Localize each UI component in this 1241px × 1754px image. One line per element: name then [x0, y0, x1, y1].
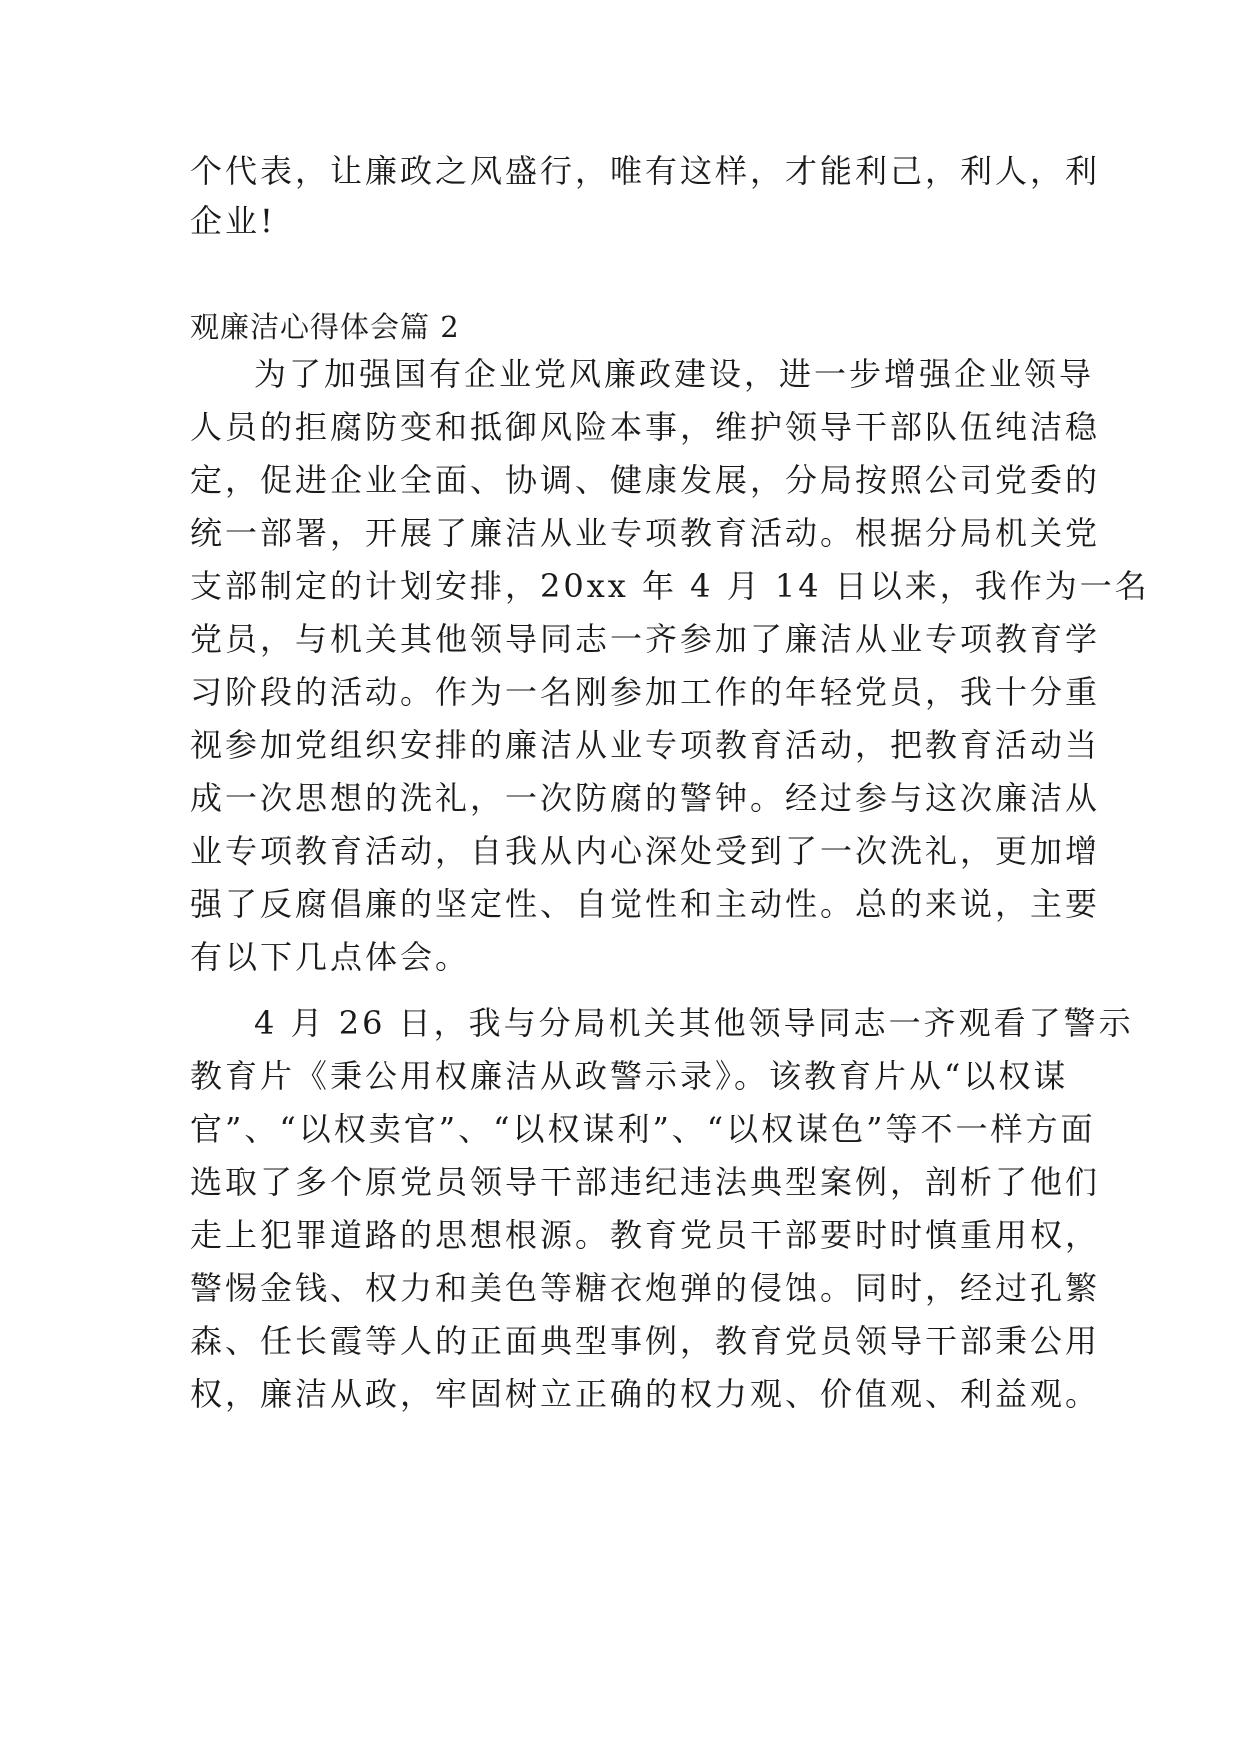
paragraph-line: 视参加党组织安排的廉洁从业专项教育活动，把教育活动当: [190, 726, 1101, 764]
paragraph-line: 选取了多个原党员领导干部违纪违法典型案例，剖析了他们: [190, 1163, 1101, 1201]
section-heading: 观廉洁心得体会篇 2: [190, 310, 460, 344]
paragraph-line: 强了反腐倡廉的坚定性、自觉性和主动性。总的来说，主要: [190, 885, 1101, 923]
paragraph-line: 为了加强国有企业党风廉政建设，进一步增强企业领导: [254, 355, 1095, 393]
paragraph-line: 4 月 26 日，我与分局机关其他领导同志一齐观看了警示: [254, 1004, 1134, 1042]
paragraph-line: 习阶段的活动。作为一名刚参加工作的年轻党员，我十分重: [190, 673, 1101, 711]
paragraph-line: 人员的拒腐防变和抵御风险本事，维护领导干部队伍纯洁稳: [190, 408, 1101, 446]
paragraph-line: 统一部署，开展了廉洁从业专项教育活动。根据分局机关党: [190, 514, 1101, 552]
paragraph-line: 警惕金钱、权力和美色等糖衣炮弹的侵蚀。同时，经过孔繁: [190, 1269, 1101, 1307]
intro-line: 企业!: [190, 202, 276, 240]
paragraph-line: 权，廉洁从政，牢固树立正确的权力观、价值观、利益观。: [190, 1375, 1101, 1413]
paragraph-line: 支部制定的计划安排，20xx 年 4 月 14 日以来，我作为一名: [190, 567, 1150, 605]
intro-line: 个代表，让廉政之风盛行，唯有这样，才能利己，利人，利: [190, 152, 1101, 190]
paragraph-line: 定，促进企业全面、协调、健康发展，分局按照公司党委的: [190, 461, 1101, 499]
paragraph-line: 走上犯罪道路的思想根源。教育党员干部要时时慎重用权，: [190, 1216, 1101, 1254]
paragraph-line: 成一次思想的洗礼，一次防腐的警钟。经过参与这次廉洁从: [190, 779, 1101, 817]
paragraph-line: 教育片《秉公用权廉洁从政警示录》。该教育片从“以权谋: [190, 1057, 1069, 1095]
paragraph-line: 有以下几点体会。: [190, 938, 471, 976]
paragraph-line: 业专项教育活动，自我从内心深处受到了一次洗礼，更加增: [190, 832, 1101, 870]
paragraph-line: 官”、“以权卖官”、“以权谋利”、“以权谋色”等不一样方面: [190, 1110, 1096, 1148]
paragraph-line: 党员，与机关其他领导同志一齐参加了廉洁从业专项教育学: [190, 620, 1101, 658]
paragraph-line: 森、任长霞等人的正面典型事例，教育党员领导干部秉公用: [190, 1322, 1101, 1360]
